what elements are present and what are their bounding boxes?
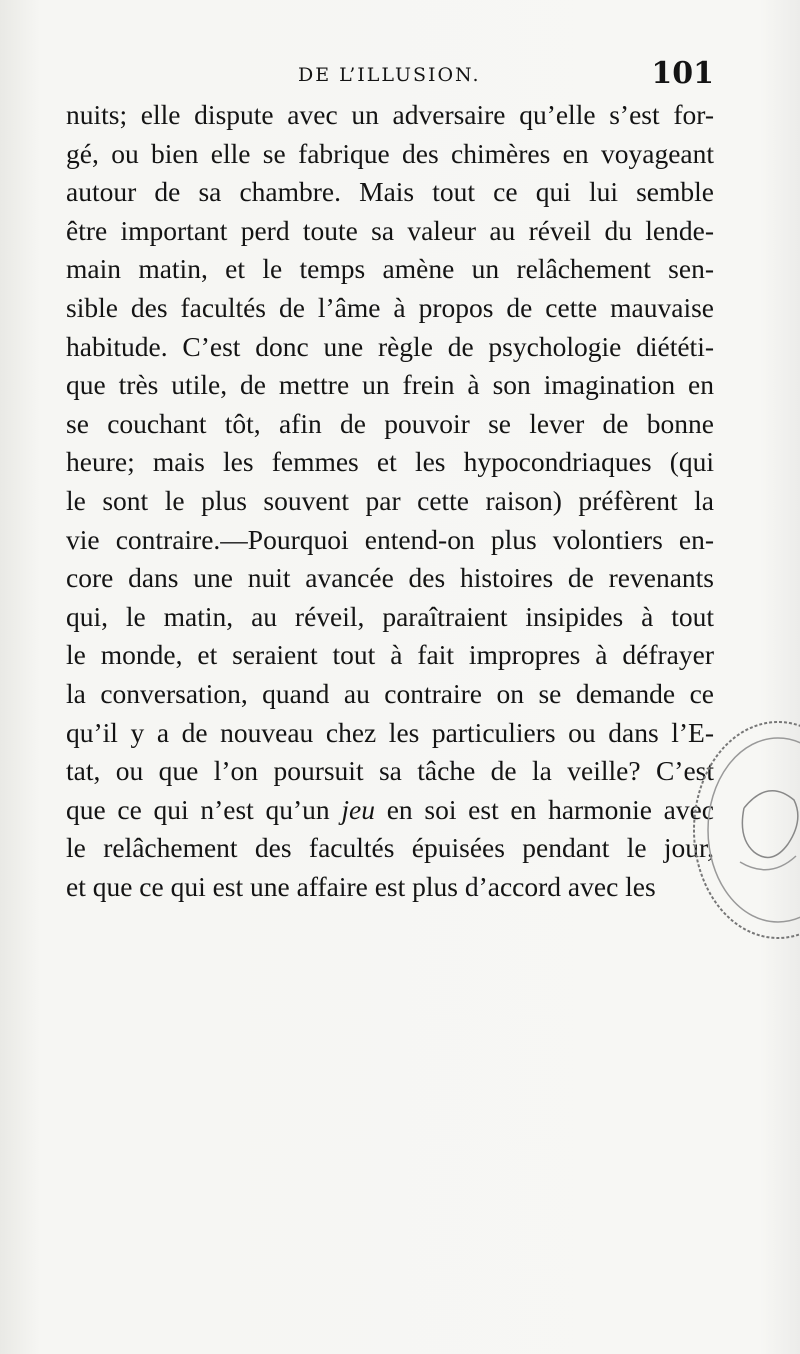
text-segment: que ce qui n’est qu’un	[66, 793, 342, 825]
italic-term: jeu	[341, 793, 375, 825]
text-line: la conversation, quand au contraire on se demande ce	[66, 677, 714, 709]
text-line	[66, 906, 714, 945]
text-line: le relâchement des facultés épuisées pendant le jour,	[66, 832, 714, 864]
text-line	[66, 791, 714, 830]
text-line: être important perd toute sa valeur au réveil du lende-	[66, 214, 714, 246]
text-line: gé, ou bien elle se fabrique des chimères en voyageant	[66, 137, 714, 169]
text-line: habitude. C’est donc une règle de psychologie diététi-	[66, 330, 714, 362]
page-number: 101	[651, 56, 714, 91]
text-line: main matin, et le temps amène un relâchement sen-	[66, 253, 714, 285]
text-line: que très utile, de mettre un frein à son imagination en	[66, 369, 714, 401]
text-segment: qu’il y a de nouveau chez les particuliers ou dans l’E-	[66, 716, 714, 748]
text-line: nuits; elle dispute avec un adversaire qu’elle s’est for-	[66, 99, 714, 130]
text-line	[66, 1099, 714, 1138]
text-line	[66, 1022, 714, 1061]
text-line: vie contraire.—Pourquoi entend-on plus volontiers en-	[66, 523, 714, 555]
text-line: se couchant tôt, afin de pouvoir se lever de bonne	[66, 407, 714, 439]
text-line: heure; mais les femmes et les hypocondriaques (qui	[66, 446, 714, 478]
text-line: autour de sa chambre. Mais tout ce qui lui semble	[66, 176, 714, 208]
text-line: sible des facultés de l’âme à propos de cette mauvaise	[66, 291, 714, 323]
running-head	[66, 58, 714, 92]
text-line	[66, 984, 714, 1023]
text-line	[66, 1061, 714, 1100]
text-line: le sont le plus souvent par cette raison) préfèrent la	[66, 484, 714, 516]
text-line	[66, 714, 714, 753]
text-line: qui, le matin, au réveil, paraîtraient insipides à tout	[66, 600, 714, 632]
text-line: tat, ou que l’on poursuit sa tâche de la veille? C’est	[66, 755, 714, 787]
running-title: DE L’ILLUSION.	[298, 64, 481, 86]
body-text	[66, 96, 714, 1177]
text-line	[66, 1138, 714, 1177]
text-line: et que ce qui est une affaire est plus d’accord avec les	[66, 870, 656, 902]
text-line	[66, 945, 714, 984]
text-line: le monde, et seraient tout à fait impropres à défrayer	[66, 639, 714, 671]
text-segment: en soi est en harmonie avec	[375, 793, 714, 825]
text-line: core dans une nuit avancée des histoires de revenants	[66, 562, 714, 594]
library-stamp	[682, 712, 800, 948]
